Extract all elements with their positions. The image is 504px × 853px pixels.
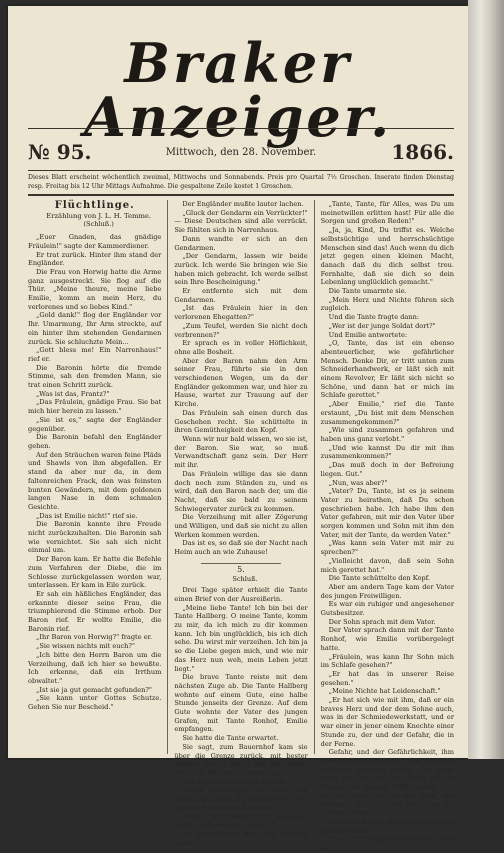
paragraph: „Was kann sein Vater mit mir zu sprechen?"	[320, 539, 454, 557]
paragraph: Der Engländer mußte lauter lachen.	[182, 200, 304, 208]
issue-number: № 95.	[28, 140, 92, 164]
paragraph: „Tante, Tante, für Alles, was Du um meinetwillen erlitten hast! Für alle die Sorgen und großen Reden!"	[320, 200, 454, 226]
column-1-body	[28, 233, 161, 712]
paragraph: „Fräulein, was kann Ihr Sohn mich im Schlafe gesehen?"	[320, 652, 454, 670]
column-2-body	[174, 200, 307, 557]
paragraph: „Zum Teufel, werden Sie nicht doch verbrennen?"	[174, 321, 308, 339]
article-author: Erzählung von J. L. H. Temme.	[46, 211, 152, 220]
section-subtitle: Schluß.	[232, 574, 258, 583]
column-2	[174, 200, 308, 847]
column-divider	[314, 200, 315, 754]
paragraph: Und ihre Nichte wurde nicht einmal gänzlich Fünf.	[320, 817, 454, 835]
paragraph: „Aber Emilie," rief die Tante erstaunt, „Du bist mit dem Menschen zusammengekommen?"	[320, 400, 454, 426]
paragraph: „Und wie kannst Du dir mit ihm zusammenkommen?"	[320, 443, 454, 461]
column-3-body	[321, 200, 454, 853]
paragraph: „Euer Gnaden, das gnädige Fräulein!" sagte der Kammerdiener.	[28, 233, 162, 250]
column-3	[320, 200, 454, 853]
paragraph: Da hatte Emilie doch die Sprache wieder.	[174, 829, 308, 847]
column-2-body-continued	[174, 586, 307, 847]
rule-thick	[28, 194, 454, 196]
paragraph: „O, Tante, das ist ein ebenso abenteuerlicher, wie gefährlicher Mensch. Denke Dir, er tritt unten zum Schneiderhandwerk, er läßt sich mit einem Revolver, Er läßt sich nicht so Schöne, und dann hat er mich im Schlafe gerettet."	[320, 339, 454, 400]
paragraph: Der Baron kam. Er hatte die Befehle zum Verfahren der Diebe, die im Schlosse zurückgelassen worden war, unterlassen. Er kam in Eile zurück.	[28, 555, 162, 590]
paragraph: „Der Gendarm, lassen wir beide zurück. Ich werde Sie bringen wie Sie haben mich gebracht. Ich werde selbst sein Ihre Bescheinigung."	[174, 252, 308, 287]
rule-middle	[28, 170, 454, 171]
paragraph: „Ist sie ja gut gemacht gefunden?"	[36, 685, 152, 694]
paragraph: Emilie umschlang die Tante. Sie weinte und kam. Sie hatte einen Sinn und der Knechtschaft Schein.	[174, 786, 308, 812]
paragraph: „Was ist das, Frantz?"	[36, 389, 110, 398]
paragraph: Das ist es, so daß sie der Nacht nach Heim auch an wie Zuhause!	[174, 539, 308, 557]
paragraph: Gefahr, und der Gefährlichkeit, ihm hinaufführen, an dem was auf der Auslande abtreten konnte, Sie hatte nicht mit ihm, mit der Tante und in Namen der jungen Kraft hielten, das hat der Herr vor hat ihm allen, der Verstand. Er ist der Tat für so mit die Sachen waren.	[320, 748, 454, 818]
paragraph: „Ist das Fräulein hier in den verlorenen Ehegatten?"	[174, 304, 308, 322]
masthead-title: Braker Anzeiger.	[83, 31, 393, 149]
article-columns	[28, 200, 454, 853]
paragraph: Auf den Sträuchen waren feine Pläds und Shawls von ihm abgefallen. Er stand da aber nur da, in dem faltenreichen Frack, den was feinsten bunten Gewändern, mit dem goldenen langen Nase in dem schmalen Gesichte.	[28, 450, 162, 511]
issue-date: Mittwoch, den 28. November.	[165, 147, 317, 158]
paragraph: Die Tante umarmte sie.	[328, 287, 407, 296]
paragraph: Die Baronin kannte ihre Freude nicht zurückzuhalten. Die Baronin sah wie vernichtet. Sie sah sich nicht einmal um.	[28, 520, 162, 555]
section-number: 5.	[237, 564, 245, 574]
paragraph: Die Baronin hörte die fremde Stimme, sah den fremden Mann, sie trat einen Schritt zurück.	[28, 363, 162, 390]
paragraph: Der Vater sprach dann mit der Tante Ronhof, wie Emilie vorübergelegt hatte.	[320, 626, 454, 652]
article-title: Flüchtlinge.	[54, 200, 135, 211]
paragraph: Er sah ein häßliches Engländer, das erkannte dieser seine Frau, die triumphierend die Stimme erhob. Der Baron rief. Er wollte Emilie, die Baronin rief.	[28, 589, 162, 633]
paragraph: „Mein Herz und Nichte führen sich zugleich.	[320, 295, 454, 313]
paragraph: Die Verzeihung mit aller Zögerung und Willigen, und daß sie nicht zu allen Werken kommen werden.	[174, 513, 308, 539]
paragraph: „Meine nicht, mein Kind," sagte die Tante. „Gib mich mal wieder."	[174, 812, 308, 830]
column-divider	[167, 200, 168, 754]
paragraph: Die Tante schüttelte den Kopf.	[328, 574, 430, 583]
paragraph: Dann wandte er sich an den Gendarmen.	[174, 234, 308, 252]
paragraph: Es war ein ruhiger und angesehener Gutsbesitzer.	[320, 600, 454, 618]
newspaper-page	[8, 6, 468, 853]
paragraph: „Gott bless me! Ein Narrenhaus!" rief er.	[28, 346, 162, 363]
paragraph: „Sie ist es," sagte der Engländer gegenüber.	[28, 415, 162, 433]
paragraph: „Das Fräulein, gnädige Frau. Sie bat mich hier herein zu lassen."	[28, 398, 162, 416]
issue-year: 1866.	[391, 140, 454, 164]
paragraph: „Sie kann unter Gottes Schutze. Gehen Sie nur Bescheid."	[28, 694, 162, 712]
paragraph: „Nun, was aber?"	[328, 478, 388, 487]
paragraph: Aber der Baron nahm den Arm seiner Frau, führte sie in den verschiedenen Wegen, um da der Engländer gekommen war, und hier zu Hause, wartet zur Trauung auf der Kirche.	[174, 356, 308, 409]
section-divider	[201, 563, 281, 564]
paragraph: „Meine Nichte hat Leidenschaft."	[328, 687, 441, 696]
paragraph: „Ja, ja, Kind, Du triffst es. Welche selbstsüchtige und herrschsüchtige Menschen sind das! Auch wenn du dich jetzt gegen einen kleinen Macht, danach daß du dich selbst treu. Fernhalte, daß sie dich so dein Lebenlang unglücklich gemacht."	[320, 226, 454, 287]
paragraph: „Das muß doch in der Befreiung liegen. Gut."	[320, 461, 454, 478]
paragraph: „Das ist Emilie nicht!" rief sie.	[36, 511, 138, 520]
paragraph: Und Emilie antwortete:	[328, 330, 408, 339]
paragraph: Aber am andern Tage kam der Vater des jungen Freiwilligen.	[320, 582, 454, 600]
paragraph: Er trat zurück. Hinter ihm stand der Engländer.	[28, 250, 162, 268]
paragraph: „Er hat sich wie mit ihm, daß er ein braves Herz und der dem Sohne auch, was in der Schmiedewerkstatt, und er war einer in jener einem Knechte einer Stunde zu, der und der Gefahr, die in der Ferne.	[320, 696, 454, 748]
rule-top	[28, 128, 454, 129]
paragraph: „Ihr Baron von Horwig?" fragte er.	[36, 633, 153, 642]
issue-row	[28, 140, 454, 164]
paragraph: Wenn wir nur bald wissen, wo sie ist, der Baron. Sie war, so muß Verwandtschaft ganz sein. Der Herr mit ihr.	[174, 434, 308, 470]
paragraph: „Wer ist der junge Soldat dort?"	[328, 321, 436, 330]
paragraph: Die Baronin befahl den Engländer gehen.	[28, 433, 162, 450]
paragraph: Das Fräulein willige das sie dann doch noch zum Ständen zu, und es wird, daß den Baron nach der, um die Nacht, daß sie bald zu seinem Schwiegervater zurück zu kommen.	[174, 469, 308, 513]
paragraph: „Gluck der Gendarm ein Verrückter!" — Diese Deutschen sind alle verrückt. Sie fühlten sich in Narrenhaus.	[174, 208, 308, 235]
paragraph: Er entfernte sich mit dem Gendarmen.	[174, 287, 308, 304]
paragraph: „Vielleicht davon, daß sein Sohn mich gerettet hat."	[320, 556, 454, 574]
article-subtitle: (Schluß.)	[83, 220, 114, 229]
paragraph: „Ich bitte den Herrn Baron um die Verzeihung, daß ich hier so bewußte. Ich erkenne, daß ein Irrthum obwaltet."	[28, 650, 162, 685]
paragraph: Der Bauernhof kam sie zurück.	[182, 777, 287, 786]
binding-spine	[468, 0, 504, 759]
paragraph: Er sprach es in voller Höflichkeit, ohne alle Bosheit.	[174, 339, 308, 356]
paragraph: „Meine liebe Tante! Ich bin bei der Tante Hallberg. O meine Tante, komm zu mir, da ich mich zu dir kommen kann. Ich bin unglücklich, bis ich dich sehe. Du wirst mir verzeihen. Ich bin ja so die Liebe gegen mich, und wie mir das Herz nun weh, mein Leben jetzt liegt."	[174, 603, 308, 673]
paragraph: Das Fräulein sah einen durch das Geschehen recht. Sie schüttelte in ihren Gemütheigkeit den Kopf.	[174, 408, 308, 435]
paragraph: Sie prüft übrigens Frau Beste, wenn es	[320, 835, 454, 853]
paragraph: Sie sagt, zum Bauernhof kam sie über die Grenze zurück, mit bester Herzen. Sie ist durch den Wald nicht, Sie ist da fort, sie ist wieder da.	[174, 742, 308, 777]
paragraph: Sie hatte die Tante erwartet.	[182, 734, 279, 743]
paragraph: „Gold dank!" flog der Engländer vor Ihr. Umarmung, Ihr Arm streckte, auf ein hinter ihm stehenden Gendarmen zurück. Sie schluchzte Mein...	[28, 311, 162, 346]
paragraph: Der Sohn sprach mit dem Vater.	[328, 617, 436, 626]
paragraph: Drei Tage später erhielt die Tante einen Brief von der Ausreißerin.	[174, 586, 308, 603]
paragraph: Die Frau von Horwig hatte die Arme ganz ausgestreckt. Sie flog auf die Thür. „Meine theure, meine liebe Emilie, komm an mein Herz, du verlorenes und so liebes Kind."	[28, 267, 162, 311]
column-1	[28, 200, 161, 754]
paragraph: Die brave Tante reiste mit dem nächsten Zuge ab. Die Tante Hallberg wohnte auf einem Gute, eine halbe Stunde jenseits der Grenze. Auf dem Gute wohnte der Vater des jungen Grafen, mit Tante Ronhof, Emilie empfangen.	[174, 673, 308, 734]
publication-notice: Dieses Blatt erscheint wöchentlich zweimal, Mittwochs und Sonnabends. Preis pro Quartal 7½ Groschen. Inserate finden Dienstag resp. Freitag bis 12 Uhr Mittags Aufnahme. Die gespaltene Zeile kostet 1 Groschen.	[28, 174, 454, 190]
paragraph: Und die Tante fragte dann:	[328, 313, 420, 322]
paragraph: „Er hat das in unserer Reise gesehen."	[320, 669, 454, 687]
paragraph: „Wie sind zusammen gefahren und haben uns ganz verlobt."	[320, 426, 454, 443]
paragraph: „Vater? Du, Tante, ist es ja seinem Vater zu heirathen, daß Du schon geschrieben habe. Ich habe ihm den Vater gefahren, mit mir den Vater über sorgen kommen und Sohn mit ihm den Vater, mit der Tante, da werden Vater."	[320, 487, 454, 539]
paragraph: „Sie wissen nichts mit euch?"	[36, 642, 135, 651]
